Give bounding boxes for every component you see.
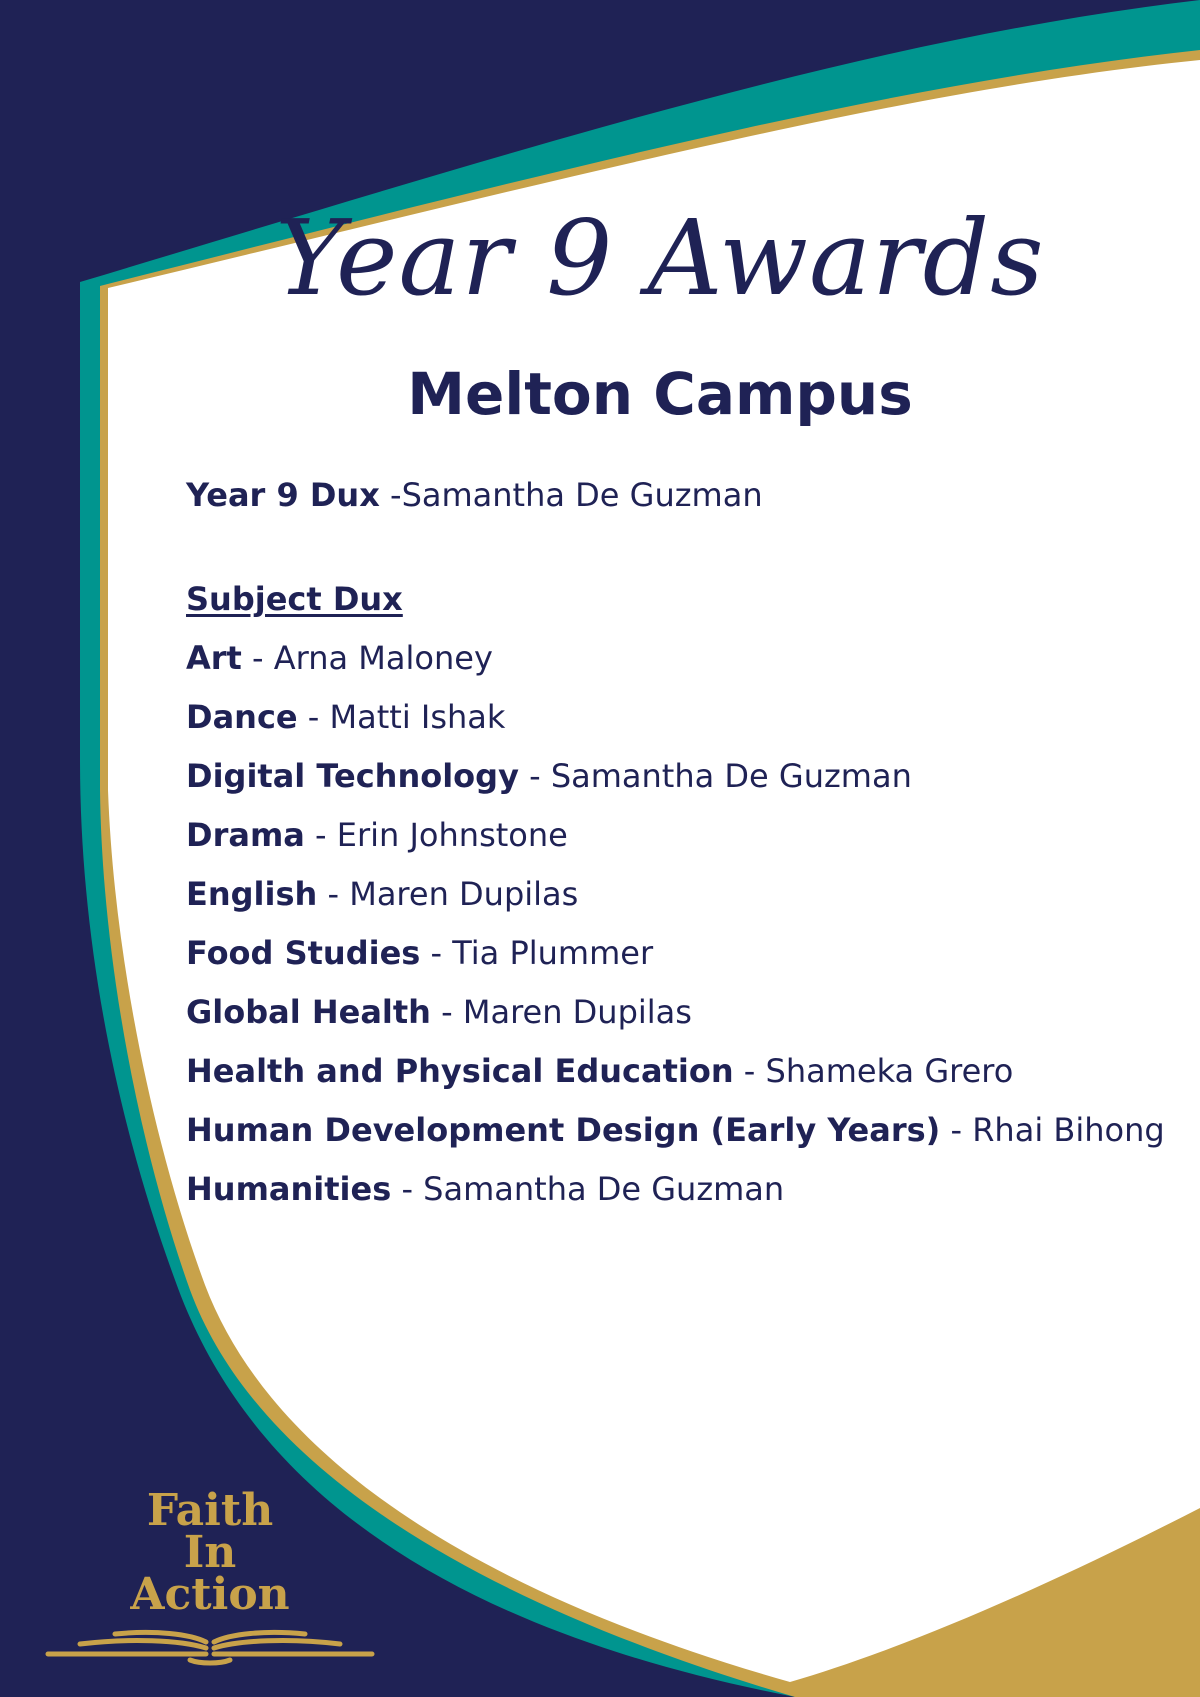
award-separator: - xyxy=(391,1170,424,1208)
award-winner: Matti Ishak xyxy=(329,698,506,736)
award-separator: - xyxy=(733,1052,766,1090)
award-row-health-pe xyxy=(186,1042,1186,1101)
award-subject: Humanities xyxy=(186,1170,392,1208)
award-subject: Food Studies xyxy=(186,934,421,972)
award-subject: Health and Physical Education xyxy=(186,1052,734,1090)
award-subject: Art xyxy=(186,639,242,677)
page-title: Year 9 Awards xyxy=(275,197,1045,319)
year-dux-line xyxy=(186,466,1186,525)
award-winner: Erin Johnstone xyxy=(336,816,568,854)
year-dux-separator: - xyxy=(379,476,402,514)
award-winner: Tia Plummer xyxy=(452,934,654,972)
open-book-icon xyxy=(40,1616,380,1666)
faith-in-action-logo xyxy=(40,1485,380,1670)
award-separator: - xyxy=(430,993,463,1031)
award-separator: - xyxy=(241,639,274,677)
subject-awards-list xyxy=(186,629,1186,1219)
award-row-global-health xyxy=(186,983,1186,1042)
award-separator: - xyxy=(940,1111,973,1149)
award-separator: - xyxy=(518,757,551,795)
logo-text xyxy=(40,1485,380,1620)
award-row-food-studies xyxy=(186,924,1186,983)
year-dux-label: Year 9 Dux xyxy=(186,476,380,514)
logo-line-action: Action xyxy=(130,1569,290,1620)
logo-line-in: In xyxy=(183,1527,237,1578)
award-separator: - xyxy=(420,934,453,972)
award-separator: - xyxy=(297,698,330,736)
year-dux-name: Samantha De Guzman xyxy=(401,476,763,514)
award-row-digital-technology xyxy=(186,747,1186,806)
award-subject: Drama xyxy=(186,816,305,854)
logo-line-faith: Faith xyxy=(146,1485,274,1536)
award-winner: Arna Maloney xyxy=(273,639,493,677)
award-row-english xyxy=(186,865,1186,924)
section-gap xyxy=(186,525,1186,570)
award-row-dance xyxy=(186,688,1186,747)
award-winner: Maren Dupilas xyxy=(349,875,579,913)
award-subject: English xyxy=(186,875,318,913)
award-row-humanities xyxy=(186,1160,1186,1219)
subject-dux-heading: Subject Dux xyxy=(186,580,403,618)
award-winner: Shameka Grero xyxy=(765,1052,1014,1090)
award-separator: - xyxy=(304,816,337,854)
award-winner: Samantha De Guzman xyxy=(550,757,912,795)
award-row-art xyxy=(186,629,1186,688)
award-subject: Global Health xyxy=(186,993,431,1031)
award-row-human-development xyxy=(186,1101,1186,1160)
award-winner: Samantha De Guzman xyxy=(423,1170,785,1208)
awards-content xyxy=(186,466,1186,1219)
award-winner: Maren Dupilas xyxy=(462,993,692,1031)
award-subject: Digital Technology xyxy=(186,757,519,795)
award-winner: Rhai Bihong xyxy=(972,1111,1165,1149)
campus-subtitle: Melton Campus xyxy=(407,360,913,428)
award-subject: Human Development Design (Early Years) xyxy=(186,1111,941,1149)
award-row-drama xyxy=(186,806,1186,865)
award-separator: - xyxy=(317,875,350,913)
award-subject: Dance xyxy=(186,698,298,736)
